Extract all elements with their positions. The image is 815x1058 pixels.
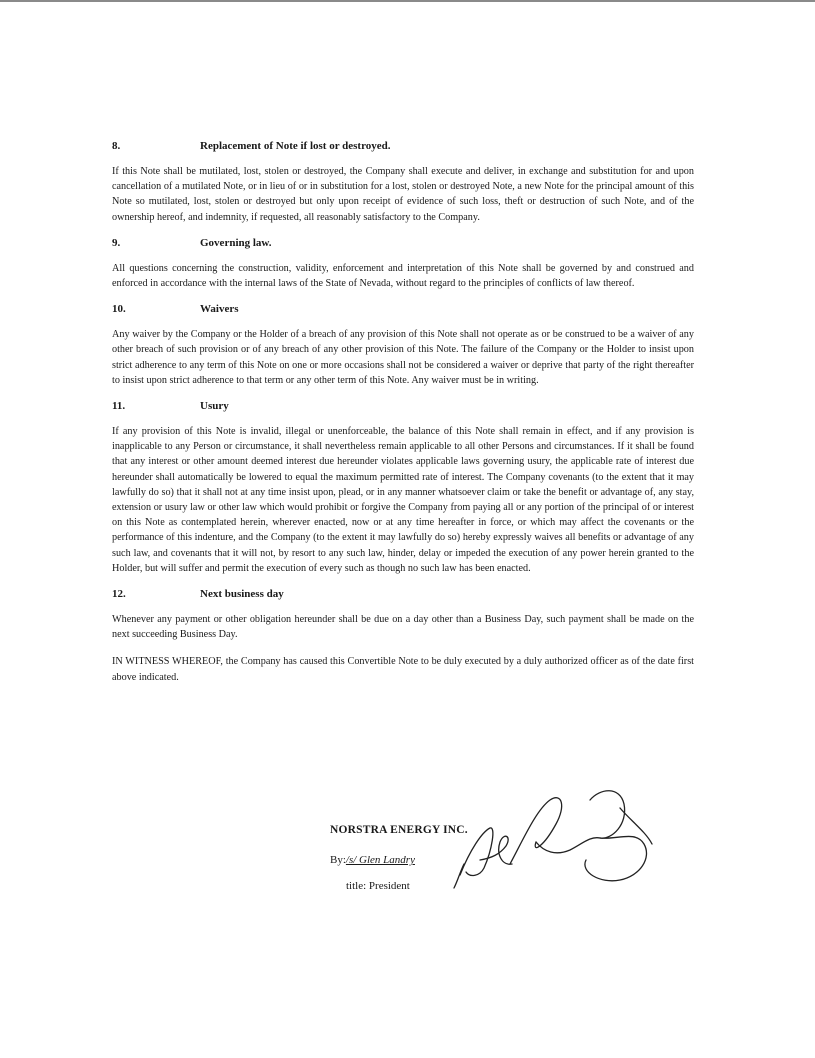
signature-block xyxy=(330,820,670,910)
signed-by-line xyxy=(330,854,415,866)
section-paragraph: Whenever any payment or other obligation hereunder shall be due on a day other than a Business Day, such payment shall be made on the next succeeding Business Day. xyxy=(112,614,694,641)
section-number: 9. xyxy=(112,236,121,249)
section-title: Replacement of Note if lost or destroyed. xyxy=(200,140,391,152)
section-paragraph: Any waiver by the Company or the Holder of a breach of any provision of this Note shall not operate as or be construed to be a waiver of any other breach of such provision or of any breach of any other provision of this Note. The failure of the Company or the Holder to insist upon strict adherence to any term of this Note on one or more occasions shall not be considered a waiver or deprive that party of the right thereafter to insist upon strict adherence to that term or any other term of this Note. Any waiver must be in writing. xyxy=(112,329,694,386)
section-paragraph: If any provision of this Note is invalid, illegal or unenforceable, the balance of this Note shall remain in effect, and if any provision is inapplicable to any Person or circumstance, it shall nevertheless remain applicable to all other Persons and circumstances. If it shall be found that any interest or other amount deemed interest due hereunder violates applicable laws governing usury, the applicable rate of interest due hereunder shall automatically be lowered to equal the maximum permitted rate of interest. The Company covenants (to the extent that it may lawfully do so) that it shall not at any time insist upon, plead, or in any manner whatsoever claim or take the benefit or advantage of, any stay, extension or usury law or other law which would prohibit or forgive the Company from paying all or any portion of the principal of or interest on this Note as contemplated herein, wherever enacted, now or at any time hereafter in force, or which may affect the covenants or the performance of this indenture, and the Company (to the extent it may lawfully do so) hereby expressly waives all benefits or advantage of any such law, and covenants that it will not, by resort to any such law, hinder, delay or impeded the execution of any power herein granted to the Holder, but will suffer and permit the execution of every such as though no such law has been enacted. xyxy=(112,426,694,574)
section-number: 8. xyxy=(112,140,121,152)
witness-clause: IN WITNESS WHEREOF, the Company has caused this Convertible Note to be duly executed by a duly authorized officer as of the date first above indicated. xyxy=(112,656,694,683)
section-12 xyxy=(112,588,694,642)
section-number: 10. xyxy=(112,303,126,316)
section-title: Governing law. xyxy=(200,236,272,249)
page-top-edge xyxy=(0,0,815,2)
section-title: Usury xyxy=(200,400,229,413)
section-number: 11. xyxy=(112,400,126,413)
section-heading xyxy=(112,303,694,315)
section-heading xyxy=(112,588,694,600)
section-title: Next business day xyxy=(200,588,284,601)
section-11 xyxy=(112,400,694,576)
company-name: NORSTRA ENERGY INC. xyxy=(330,824,468,836)
section-heading xyxy=(112,237,694,249)
section-paragraph: All questions concerning the construction, validity, enforcement and interpretation of this Note shall be governed by and construed and enforced in accordance with the internal laws of the State of Nevada, without regard to the principles of conflicts of law thereof. xyxy=(112,262,694,290)
section-heading xyxy=(112,140,694,152)
document-body xyxy=(112,140,694,697)
signer-title: title: President xyxy=(346,880,410,892)
section-number: 12. xyxy=(112,588,126,601)
by-label: By: xyxy=(330,854,346,866)
section-paragraph: If this Note shall be mutilated, lost, stolen or destroyed, the Company shall execute and deliver, in exchange and substitution for and upon cancellation of a mutilated Note, or in lieu of or in substitution for a lost, stolen or destroyed Note, a new Note for the principal amount of this Note so mutilated, lost, stolen or destroyed but only upon receipt of evidence of such loss, theft or destruction of such Note, and of the ownership hereof, and indemnity, if requested, all reasonably satisfactory to the Company. xyxy=(112,166,694,223)
section-8 xyxy=(112,140,694,225)
section-9 xyxy=(112,237,694,291)
signer-name: /s/ Glen Landry xyxy=(345,854,415,866)
section-title: Waivers xyxy=(200,303,239,316)
section-10 xyxy=(112,303,694,388)
section-heading xyxy=(112,400,694,412)
